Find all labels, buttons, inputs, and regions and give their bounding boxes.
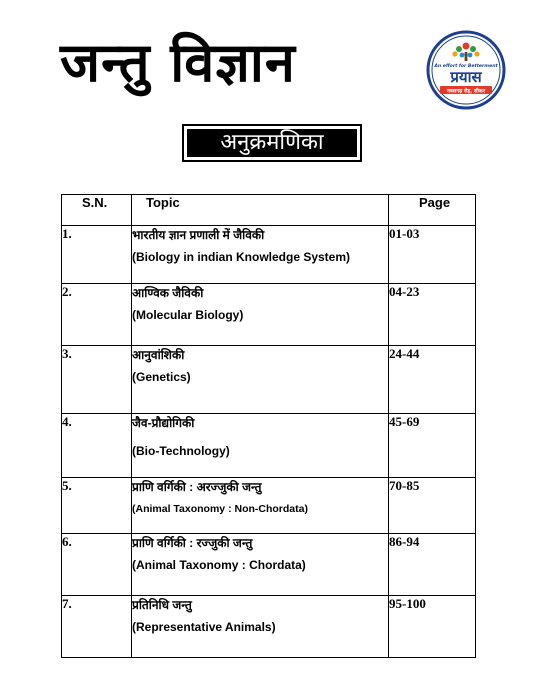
row-topic-english: (Biology in indian Knowledge System) (132, 250, 351, 264)
row-sn: 1. (62, 226, 132, 284)
table-header-row (62, 195, 476, 226)
row-topic-english: (Genetics) (132, 370, 191, 384)
prayas-logo-emblem (426, 30, 506, 110)
row-topic (132, 346, 389, 414)
logo-sub: नवलगढ़ रोड़, सीकर (447, 88, 485, 95)
row-sn: 7. (62, 596, 132, 658)
row-topic-hindi: प्राणि वर्गिकी : अरज्जुकी जन्तु (132, 480, 262, 494)
row-sn: 4. (62, 414, 132, 478)
table-row (62, 534, 476, 596)
row-topic-english: (Animal Taxonomy : Chordata) (132, 558, 306, 572)
logo-tagline: An effort for Betterment (434, 64, 498, 69)
row-topic-english: (Animal Taxonomy : Non-Chordata) (132, 503, 308, 515)
table-row (62, 478, 476, 534)
index-heading-box (182, 124, 362, 162)
row-topic-hindi: प्राणि वर्गिकी : रज्जुकी जन्तु (132, 536, 253, 550)
page-title: जन्तु विज्ञान (60, 31, 296, 94)
table-row (62, 284, 476, 346)
table-row (62, 346, 476, 414)
column-header-sn: S.N. (62, 195, 132, 226)
row-topic (132, 226, 389, 284)
row-page: 01-03 (389, 226, 476, 284)
row-sn: 2. (62, 284, 132, 346)
row-topic (132, 596, 389, 658)
row-topic-english: (Bio-Technology) (132, 444, 230, 458)
row-topic-hindi: आनुवांशिकी (132, 348, 185, 362)
row-sn: 3. (62, 346, 132, 414)
logo-brand: प्रयास (450, 68, 482, 86)
row-sn: 6. (62, 534, 132, 596)
column-header-topic: Topic (132, 195, 389, 226)
row-topic-english: (Molecular Biology) (132, 308, 244, 322)
column-header-page: Page (389, 195, 476, 226)
row-topic-english: (Representative Animals) (132, 620, 276, 634)
row-topic (132, 414, 389, 478)
row-page: 70-85 (389, 478, 476, 534)
table-row (62, 596, 476, 658)
row-topic-hindi: भारतीय ज्ञान प्रणाली में जैविकी (132, 228, 265, 242)
row-page: 45-69 (389, 414, 476, 478)
row-topic-hindi: आण्विक जैविकी (132, 286, 204, 300)
row-topic-hindi: जैव-प्रौद्योगिकी (132, 416, 195, 430)
row-topic (132, 478, 389, 534)
table-row (62, 226, 476, 284)
row-page: 86-94 (389, 534, 476, 596)
row-topic (132, 284, 389, 346)
row-page: 24-44 (389, 346, 476, 414)
table-row (62, 414, 476, 478)
contents-table (61, 194, 476, 658)
row-sn: 5. (62, 478, 132, 534)
row-topic-hindi: प्रतिनिधि जन्तु (132, 598, 192, 612)
row-page: 95-100 (389, 596, 476, 658)
prayas-logo (426, 30, 506, 110)
row-page: 04-23 (389, 284, 476, 346)
row-topic (132, 534, 389, 596)
index-heading: अनुक्रमणिका (187, 129, 357, 157)
